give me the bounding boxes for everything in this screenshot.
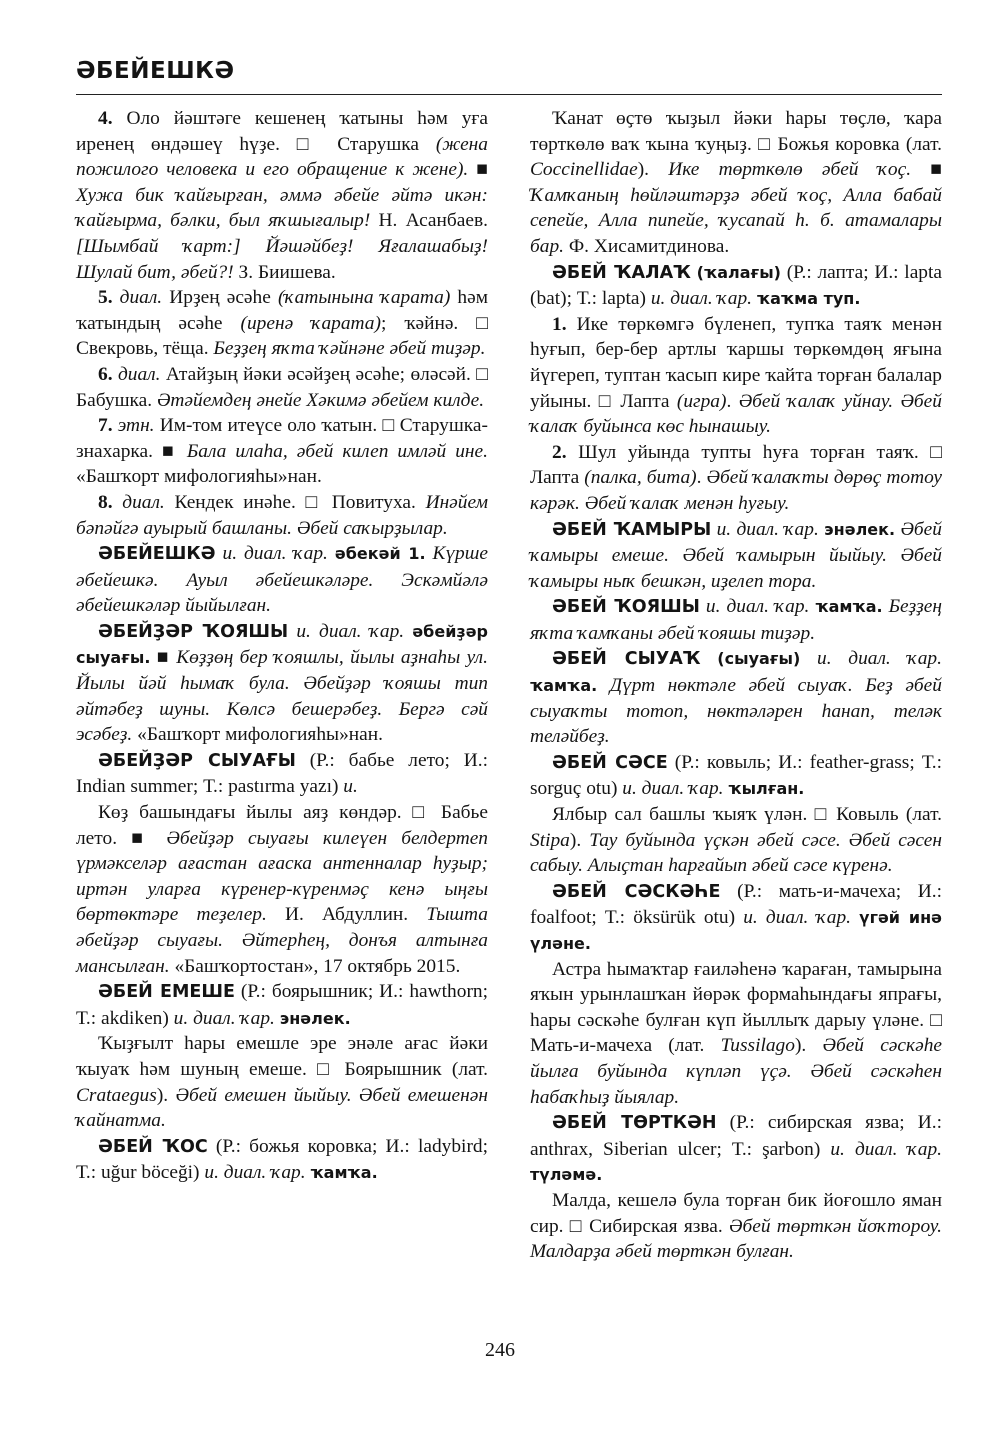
entry-text: Им-том итеүсе оло ҡатын. □ Старушка-знахарка. ■ <box>76 415 488 462</box>
entry-headword: ӘБЕЙЕШКӘ <box>98 544 216 565</box>
entry-text: (Р.: ковыль; И.: feather-grass; Т.: sorguç otu) <box>530 751 942 800</box>
entry-bold-text: ҡаҡма туп. <box>756 289 861 309</box>
entry-italic-text: и. <box>343 776 358 798</box>
entry-text: Ҡыҙғылт һары емешле эре энәле ағас йәки ҡыуаҡ һәм шуның емеше. □ Боярышник (лат. <box>76 1033 488 1080</box>
entry-text: Малда, кешелә була торған бик йоғошло яман сир. □ Сибирская язва. <box>530 1189 942 1237</box>
entry-text <box>597 675 610 696</box>
entry-italic-text: и. диал. ҡар. <box>296 620 405 642</box>
entry-bold-text: (сыуағы) <box>717 649 801 669</box>
entry-italic-text: и. диал. ҡар. <box>705 596 810 618</box>
entry-bold-text: ҡамҡа. <box>530 676 598 696</box>
entry-bold-text: энәлек. <box>279 1008 351 1028</box>
dictionary-entry <box>530 802 942 879</box>
entry-italic-text: диал. <box>122 491 165 513</box>
entry-italic-text: диал. <box>119 287 163 309</box>
entry-headword: ӘБЕЙҘӘР СЫУАҒЫ <box>98 750 296 771</box>
entry-text: Оло йәштәге кешенең ҡатыны һәм уға иренең өндәшеү һүҙе. □ Старушка <box>76 108 488 155</box>
running-head: ӘБЕЙЕШКӘ <box>76 58 235 84</box>
dictionary-entry <box>530 440 942 517</box>
dictionary-entry <box>530 879 942 957</box>
entry-text: Ҡанат өҫтө ҡыҙыл йәки һары төҫлө, ҡара төрткөлө ваҡ ҡына ҡуңыҙ. □ Божья коровка (лат. <box>530 108 942 155</box>
dictionary-entry <box>530 1110 942 1188</box>
entry-italic-text: (игра) <box>676 390 727 412</box>
entry-text: (Р.: боярышник; И.: hawthorn; Т.: akdiken) <box>76 981 488 1029</box>
entry-text: Шул уйында тупты һуға торған таяҡ. □ Лапта <box>530 441 942 489</box>
entry-italic-text: (иренә ҡарата) <box>240 312 381 334</box>
entry-headword: ӘБЕЙ ҠОЯШЫ <box>552 597 700 618</box>
entry-bold-text: ҡамҡа. <box>310 1163 378 1183</box>
entry-italic-text: Coccinellidae <box>530 159 638 181</box>
entry-text: ■ <box>911 159 942 181</box>
entry-italic-text: Ҡамҡаның һөйләштәрҙә әбей ҡоҫ, Алла бабай сепейе, Алла пипейе, ҡусапай һ. б. атамалары бар. <box>530 184 942 257</box>
dictionary-entry <box>530 517 942 595</box>
entry-text: З. Биишева. <box>233 261 336 283</box>
entry-text: . <box>726 390 739 412</box>
entry-italic-text: [Шымбай ҡарт:] Йәшәйбеҙ! Яғалашабыҙ! Шулай бит, әбей?! <box>76 235 488 283</box>
entry-bold-text: (ҡалағы) <box>696 262 781 282</box>
entry-headword: ӘБЕЙ ТӨРТКӘН <box>552 1113 717 1134</box>
entry-italic-text: Инәйем бәпәйгә ауырый башланы. Әбей саҡырҙылар. <box>76 491 488 539</box>
entry-headword: ӘБЕЙ СЫУАҠ <box>552 649 701 670</box>
entry-italic-text: (жена пожилого человека и его обращение к жене). <box>76 133 488 181</box>
dictionary-entry <box>530 957 942 1111</box>
entry-italic-text: Әтәйемдең әнейе Хәкимә әбейем килде. <box>156 389 485 411</box>
entry-text: (Р.: сибирская язва; И.: anthrax, Siberian ulcer; Т.: şarbon) <box>530 1112 942 1160</box>
entry-italic-text: Әбей төрткән йоҡтороу. Малдарҙа әбей төрткән булған. <box>530 1215 942 1263</box>
entry-text: һәм ҡатындың әсәһе <box>76 287 488 334</box>
right-column <box>530 106 942 1265</box>
entry-italic-text: Ике төрткөлө әбей ҡоҫ. <box>668 159 912 181</box>
entry-text <box>113 492 123 513</box>
entry-text: (Р.: божья коровка; И.: ladybird; Т.: uğur böceği) <box>76 1135 488 1184</box>
sense-number: 7. <box>98 415 113 437</box>
dictionary-entry <box>76 362 488 413</box>
entry-bold-text: әбейҙәр сыуағы. <box>76 621 488 668</box>
entry-text <box>216 543 223 564</box>
entry-italic-text: Stipa <box>530 829 570 851</box>
dictionary-entry <box>530 1188 942 1265</box>
entry-italic-text: Бала илаһа, әбей килеп имләй ине. <box>186 440 489 462</box>
entry-italic-text: этн. <box>117 415 155 437</box>
entry-text: Ф. Хисамитдинова. <box>564 235 730 257</box>
dictionary-entry <box>76 541 488 619</box>
entry-italic-text: Көҙҙөң бер ҡояшлы, йылы аҙнаһы ул. Йылы йәй һымаҡ була. Әбейҙәр ҡояшы тип әйтәбеҙ шуны. Көлсә бешерәбеҙ. Бергә сәй эсәбеҙ. <box>76 647 488 746</box>
dictionary-entry <box>76 619 488 748</box>
entry-bold-text: ҡамҡа. <box>815 597 883 617</box>
entry-text: ; ҡәйнә. □ Свекровь, тёща. <box>76 312 488 360</box>
entry-italic-text: и. диал. ҡар. <box>650 288 753 310</box>
dictionary-entry <box>76 979 488 1031</box>
dictionary-entry <box>76 490 488 541</box>
entry-headword: ӘБЕЙ СӘСКӘҺЕ <box>552 881 721 902</box>
entry-italic-text: Crataegus <box>76 1084 157 1106</box>
dictionary-entry <box>530 106 942 260</box>
entry-headword: ӘБЕЙ ҠАЛАҠ <box>552 262 691 283</box>
entry-italic-text: Тау буйында үҫкән әбей сәсе. Әбей сәсен сабыу. Алыҫтан һарғайып әбей сәсе күренә. <box>530 829 942 877</box>
entry-italic-text: и. диал. ҡар. <box>222 543 328 565</box>
entry-italic-text: и. диал. ҡар. <box>743 907 851 929</box>
sense-number: 6. <box>98 363 113 385</box>
entry-text: ). <box>569 829 590 851</box>
entry-italic-text: Күрше әбейешкә. Ауыл әбейешкәләре. Эскәмйәлә әбейешкәләр йыйылған. <box>76 543 488 617</box>
entry-italic-text: и. диал. ҡар. <box>817 648 942 670</box>
entry-text: (Р.: лапта; И.: lapta (bat); Т.: lapta) <box>530 261 942 310</box>
entry-text: Атайҙың йәки әсәйҙең әсәһе; өләсәй. □ Бабушка. <box>76 363 488 411</box>
entry-text: Ялбыр сал башлы ҡыяҡ үлән. □ Ковыль (лат. <box>552 804 942 826</box>
entry-bold-text: түләмә. <box>530 1165 603 1185</box>
entry-text: Ике төркөмгә бүленеп, тупҡа таяҡ менән һуғып, бер-бер артлы ҡаршы төркөмдөң яғына йүгереп, туптан ҡасып кире ҡайта торған балалар уйыны. □ Лапта <box>530 313 942 412</box>
entry-italic-text: Әбей ҡалаҡты дөрөҫ тотоу кәрәк. Әбей ҡалаҡ менән һуғыу. <box>530 467 943 514</box>
entry-italic-text: Әбей ҡалаҡ уйнау. Әбей ҡалаҡ буйынса көс һынашыу. <box>530 390 942 438</box>
entry-text: . <box>696 467 707 489</box>
entry-headword: ӘБЕЙ ЕМЕШЕ <box>98 982 235 1003</box>
entry-text: ■ <box>468 159 488 181</box>
dictionary-entry <box>76 748 488 800</box>
entry-italic-text: и. диал. ҡар. <box>830 1138 942 1160</box>
sense-number: 5. <box>98 287 113 309</box>
entry-text: Ирҙең әсәһе <box>162 287 278 309</box>
dictionary-entry <box>530 646 942 749</box>
entry-bold-text: әбекәй 1. <box>334 544 426 564</box>
entry-headword: ӘБЕЙҘӘР ҠОЯШЫ <box>98 621 289 642</box>
entry-italic-text: и. диал. ҡар. <box>622 778 724 800</box>
page-number: 246 <box>485 1339 515 1361</box>
dictionary-entry <box>76 106 488 285</box>
dictionary-entry <box>530 594 942 646</box>
entry-text: ). <box>637 159 669 181</box>
entry-text: И. Абдуллин. <box>266 904 427 926</box>
entry-italic-text: Беҙҙең яҡта ҡамҡаны әбей ҡояшы тиҙәр. <box>530 596 942 644</box>
entry-text: «Башҡорт мифологияһы»нан. <box>132 724 383 746</box>
dictionary-entry <box>76 1031 488 1133</box>
entry-text <box>328 543 335 564</box>
sense-number: 2. <box>552 441 567 463</box>
entry-italic-text: Хужа бик ҡайғырған, әммә әбейе әйтә икән: ҡайғырма, бәлки, был яҡшығалыр! <box>76 184 488 232</box>
entry-italic-text: (палка, бита) <box>584 467 697 489</box>
dictionary-entry <box>530 312 942 440</box>
sense-number: 1. <box>552 313 567 335</box>
header-rule <box>76 94 942 95</box>
entry-text: «Башҡорт мифологияһы»нан. <box>76 466 322 488</box>
entry-italic-text: Беҙҙең яҡта ҡәйнәне әбей тиҙәр. <box>213 338 486 360</box>
entry-text: Көҙ башындағы йылы аяҙ көндәр. □ Бабье лето. ■ <box>76 802 488 849</box>
entry-headword: ӘБЕЙ ҠОС <box>98 1136 208 1157</box>
entry-text <box>701 648 718 669</box>
entry-text: Н. Асанбаев. <box>370 210 488 232</box>
entry-italic-text: Tussilago <box>720 1035 795 1057</box>
dictionary-entry <box>76 413 488 490</box>
entry-headword: ӘБЕЙ СӘСЕ <box>552 752 668 773</box>
dictionary-entry <box>76 285 488 362</box>
entry-bold-text: үгәй инә үләне. <box>530 908 942 953</box>
dictionary-entry <box>530 260 942 312</box>
entry-text: Астра һымаҡтар ғаиләһенә ҡараған, тамырына яҡын урынлашҡан йөрәк формаһындағы япрағы, һары сәскәһе булған күп йыллыҡ дарыу үләне. □ Мать-и-мачеха (лат. <box>530 958 942 1057</box>
entry-italic-text: и. диал. ҡар. <box>204 1162 306 1184</box>
entry-text: (Р.: мать-и-мачеха; И.: foalfoot; Т.: öksürük otu) <box>530 880 942 929</box>
sense-number: 8. <box>98 491 113 513</box>
entry-italic-text: Әбей емешен йыйыу. Әбей емешенән ҡайнатма. <box>76 1084 489 1132</box>
entry-text: Кендек инәһе. □ Повитуха. <box>164 491 426 513</box>
entry-text: ). <box>794 1035 823 1057</box>
entry-italic-text: Дүрт нөктәле әбей сыуаҡ. Беҙ әбей сыуаҡты тотоп, нөктәләрен һанап, теләк теләйбеҙ. <box>530 675 942 748</box>
dictionary-entry <box>76 1134 488 1186</box>
entry-italic-text: и. диал. ҡар. <box>173 1007 275 1029</box>
entry-italic-text: Әбей ҡамыры емеше. Әбей ҡамырын йыйыу. Әбей ҡамыры ныҡ бешкән, иҙелеп тора. <box>530 518 942 592</box>
dictionary-entry <box>76 800 488 979</box>
entry-text: ). <box>156 1084 176 1106</box>
entry-italic-text: (ҡатынына ҡарата) <box>277 287 451 309</box>
entry-italic-text: Әбей сәскәһе йылға буйында күпләп үҫә. Әбей сәскәһен һабаҡһыҙ йыялар. <box>530 1035 942 1108</box>
left-column <box>76 106 488 1186</box>
entry-text <box>800 648 817 669</box>
sense-number: 4. <box>98 108 113 129</box>
entry-italic-text: и. диал. ҡар. <box>716 518 819 540</box>
entry-text: (Р.: бабье лето; И.: Indian summer; Т.: pastırma yazı) <box>76 749 488 798</box>
entry-text <box>851 907 859 928</box>
entry-text: ■ <box>150 647 177 669</box>
entry-italic-text: Әбейҙәр сыуағы килеүен белдертеп үрмәкселәр ағастан ағаска антенналар һуҙыр; иртән уларға күренер-күренмәҫ кенә ыңғы бөртөктәре теҙелер. <box>76 827 488 926</box>
dictionary-entry <box>530 750 942 802</box>
entry-text <box>113 287 120 308</box>
entry-italic-text: диал. <box>117 363 161 385</box>
entry-bold-text: ҡылған. <box>728 779 805 799</box>
entry-bold-text: энәлек. <box>824 519 896 539</box>
entry-italic-text: Тышта әбейҙәр сыуағы. Әйтерһең, донъя алтынға мансылған. <box>76 904 488 977</box>
entry-headword: ӘБЕЙ ҠАМЫРЫ <box>552 519 712 540</box>
entry-text: «Башҡортостан», 17 октябрь 2015. <box>169 955 461 977</box>
